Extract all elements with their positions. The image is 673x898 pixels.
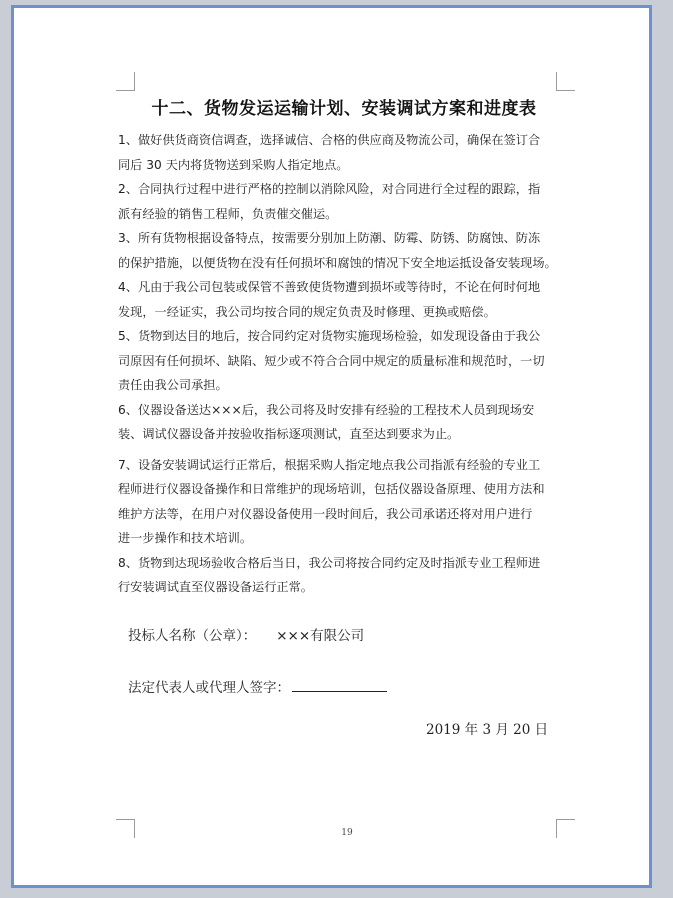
bidder-label: 投标人名称（公章）： (128, 628, 257, 644)
signature-blank (292, 679, 387, 692)
paragraph-5-line-2: 司原因有任何损坏、缺陷、短少或不符合合同中规定的质量标准和规范时，一切 (118, 353, 545, 368)
document-body (118, 128, 578, 600)
page-margin-corner-top-left (116, 72, 135, 91)
representative-line (128, 676, 387, 696)
bidder-line (128, 624, 364, 644)
page-margin-corner-bottom-left (116, 819, 135, 838)
document-page (11, 5, 652, 888)
document-date: 2019 年 3 月 20 日 (426, 722, 549, 738)
paragraph-3-line-1: 3、所有货物根据设备特点，按需要分别加上防潮、防霉、防锈、防腐蚀、防冻 (118, 231, 541, 245)
paragraph-7-line-2: 程师进行仪器设备操作和日常维护的现场培训，包括仪器设备原理、使用方法和 (118, 482, 545, 496)
bidder-value: ×××有限公司 (276, 628, 365, 644)
paragraph-7-line-3: 维护方法等，在用户对仪器设备使用一段时间后，我公司承诺还将对用户进行 (118, 506, 533, 521)
paragraph-1-line-2: 同后 30 天内将货物送到采购人指定地点。 (118, 157, 349, 172)
paragraph-7-line-4: 进一步操作和技术培训。 (118, 531, 253, 545)
paragraph-4-line-2: 发现，一经证实，我公司均按合同的规定负责及时修理、更换或赔偿。 (118, 304, 496, 319)
paragraph-1-line-1: 1、做好供货商资信调查，选择诚信、合格的供应商及物流公司，确保在签订合 (118, 133, 541, 147)
paragraph-8-line-1: 8、货物到达现场验收合格后当日，我公司将按合同约定及时指派专业工程师进 (118, 555, 541, 570)
paragraph-6-line-2: 装、调试仪器设备并按验收指标逐项测试，直至达到要求为止。 (118, 427, 460, 441)
paragraph-2-line-2: 派有经验的销售工程师，负责催交催运。 (118, 206, 338, 221)
page-margin-corner-top-right (556, 72, 575, 91)
page-margin-corner-bottom-right (556, 819, 575, 838)
paragraph-4-line-1: 4、凡由于我公司包装或保管不善致使货物遭到损坏或等待时，不论在何时何地 (118, 280, 541, 294)
document-title: 十二、货物发运运输计划、安装调试方案和进度表 (151, 99, 537, 119)
paragraph-3-line-2: 的保护措施，以便货物在没有任何损坏和腐蚀的情况下安全地运抵设备安装现场。 (118, 255, 557, 270)
page-number: 19 (341, 828, 353, 838)
representative-label: 法定代表人或代理人签字： (128, 680, 290, 696)
paragraph-8-line-2: 行安装调试直至仪器设备运行正常。 (118, 580, 313, 594)
paragraph-5-line-1: 5、货物到达目的地后，按合同约定对货物实施现场检验，如发现设备由于我公 (118, 329, 541, 343)
paragraph-6-line-1: 6、仪器设备送达×××后，我公司将及时安排有经验的工程技术人员到现场安 (118, 402, 535, 417)
paragraph-2-line-1: 2、合同执行过程中进行严格的控制以消除风险，对合同进行全过程的跟踪，指 (118, 182, 541, 196)
paragraph-7-line-1: 7、设备安装调试运行正常后，根据采购人指定地点我公司指派有经验的专业工 (118, 457, 541, 472)
paragraph-5-line-3: 责任由我公司承担。 (118, 378, 228, 392)
